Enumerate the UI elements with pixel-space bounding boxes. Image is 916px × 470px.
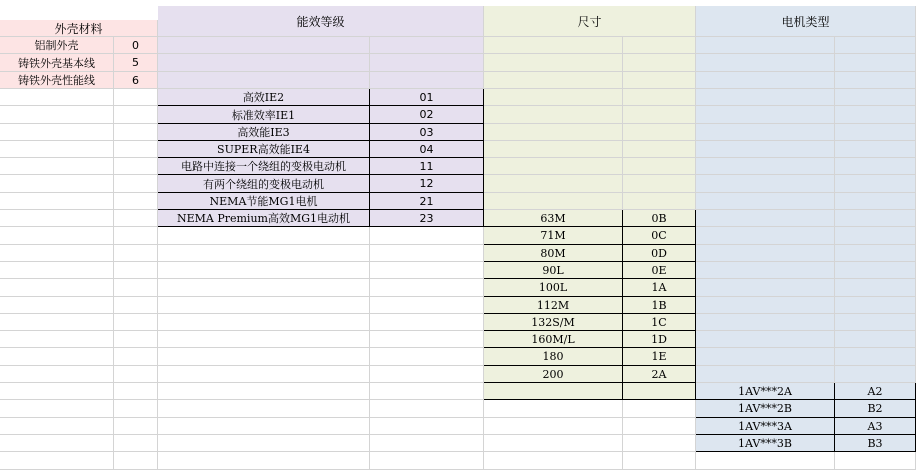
grid-cell[interactable] [370, 366, 484, 383]
motor-type-name[interactable] [696, 297, 835, 314]
size-name[interactable]: 200 [484, 366, 623, 383]
motor-type-code[interactable] [835, 210, 916, 227]
motor-type-name[interactable] [696, 245, 835, 262]
motor-type-name[interactable] [696, 141, 835, 158]
grid-cell[interactable] [0, 262, 114, 279]
motor-type-code[interactable] [835, 158, 916, 175]
motor-type-code[interactable] [835, 54, 916, 72]
grid-cell[interactable] [623, 452, 696, 470]
grid-cell[interactable] [0, 366, 114, 383]
grid-cell[interactable] [484, 418, 623, 435]
grid-cell[interactable] [0, 331, 114, 348]
grid-cell[interactable] [0, 245, 114, 262]
grid-cell[interactable] [158, 245, 370, 262]
grid-cell[interactable] [370, 383, 484, 400]
motor-type-code[interactable] [835, 279, 916, 297]
grid-cell[interactable] [114, 193, 158, 210]
motor-type-name[interactable] [696, 37, 835, 54]
motor-type-name[interactable] [696, 158, 835, 175]
motor-type-name[interactable] [696, 106, 835, 124]
motor-type-name[interactable] [696, 89, 835, 106]
efficiency-name[interactable]: 电路中连接一个绕组的变极电动机 [158, 158, 370, 175]
grid-cell[interactable] [370, 452, 484, 470]
motor-type-code[interactable] [835, 124, 916, 141]
size-code[interactable]: 0C [623, 227, 696, 245]
motor-type-code[interactable] [835, 366, 916, 383]
efficiency-code[interactable] [370, 37, 484, 54]
grid-cell[interactable] [114, 435, 158, 452]
motor-type-code[interactable] [835, 297, 916, 314]
size-code[interactable] [623, 89, 696, 106]
motor-type-name[interactable] [696, 124, 835, 141]
size-name[interactable] [484, 141, 623, 158]
grid-cell[interactable] [158, 297, 370, 314]
size-code[interactable]: 1A [623, 279, 696, 297]
grid-cell[interactable] [114, 141, 158, 158]
grid-cell[interactable] [484, 400, 623, 418]
size-code[interactable]: 1D [623, 331, 696, 348]
efficiency-code[interactable] [370, 54, 484, 72]
grid-cell[interactable] [114, 89, 158, 106]
grid-cell[interactable] [0, 141, 114, 158]
size-code[interactable] [623, 106, 696, 124]
efficiency-name[interactable]: 标准效率IE1 [158, 106, 370, 124]
size-code[interactable] [623, 383, 696, 400]
motor-type-name[interactable] [696, 279, 835, 297]
size-name[interactable] [484, 37, 623, 54]
grid-cell[interactable] [370, 435, 484, 452]
efficiency-code[interactable]: 02 [370, 106, 484, 124]
grid-cell[interactable] [0, 452, 114, 470]
efficiency-code[interactable]: 21 [370, 193, 484, 210]
size-code[interactable] [623, 54, 696, 72]
grid-cell[interactable] [0, 124, 114, 141]
size-name[interactable]: 71M [484, 227, 623, 245]
grid-cell[interactable] [0, 279, 114, 297]
grid-cell[interactable] [114, 227, 158, 245]
motor-type-code[interactable] [835, 37, 916, 54]
size-name[interactable]: 112M [484, 297, 623, 314]
motor-type-code[interactable]: A2 [835, 383, 916, 400]
size-code[interactable]: 1E [623, 348, 696, 366]
grid-cell[interactable] [370, 227, 484, 245]
grid-cell[interactable] [158, 435, 370, 452]
grid-cell[interactable] [0, 418, 114, 435]
size-name[interactable]: 90L [484, 262, 623, 279]
grid-cell[interactable] [0, 297, 114, 314]
motor-type-code[interactable] [835, 262, 916, 279]
grid-cell[interactable] [370, 245, 484, 262]
grid-cell[interactable] [0, 175, 114, 193]
grid-cell[interactable] [370, 331, 484, 348]
header-shell-material[interactable]: 外壳材料 [0, 20, 158, 37]
grid-cell[interactable] [114, 245, 158, 262]
grid-cell[interactable] [835, 452, 916, 470]
size-code[interactable] [623, 124, 696, 141]
grid-cell[interactable] [0, 348, 114, 366]
efficiency-code[interactable]: 23 [370, 210, 484, 227]
grid-cell[interactable] [114, 279, 158, 297]
size-name[interactable]: 63M [484, 210, 623, 227]
efficiency-code[interactable] [370, 72, 484, 89]
size-name[interactable]: 132S/M [484, 314, 623, 331]
size-name[interactable] [484, 54, 623, 72]
motor-type-code[interactable]: A3 [835, 418, 916, 435]
size-code[interactable] [623, 37, 696, 54]
grid-cell[interactable] [0, 193, 114, 210]
size-code[interactable]: 0D [623, 245, 696, 262]
size-name[interactable] [484, 383, 623, 400]
size-name[interactable]: 180 [484, 348, 623, 366]
grid-cell[interactable] [114, 331, 158, 348]
shell-material-code[interactable]: 0 [114, 37, 158, 54]
size-name[interactable] [484, 89, 623, 106]
grid-cell[interactable] [114, 366, 158, 383]
motor-type-code[interactable] [835, 141, 916, 158]
grid-cell[interactable] [0, 383, 114, 400]
motor-type-code[interactable] [835, 106, 916, 124]
grid-cell[interactable] [114, 297, 158, 314]
motor-type-code[interactable] [835, 175, 916, 193]
motor-type-name[interactable] [696, 366, 835, 383]
size-code[interactable]: 2A [623, 366, 696, 383]
motor-type-name[interactable]: 1AV***2B [696, 400, 835, 418]
grid-cell[interactable] [370, 314, 484, 331]
grid-cell[interactable] [0, 89, 114, 106]
motor-type-name[interactable] [696, 175, 835, 193]
efficiency-code[interactable]: 03 [370, 124, 484, 141]
motor-type-name[interactable] [696, 210, 835, 227]
grid-cell[interactable] [158, 400, 370, 418]
size-code[interactable] [623, 175, 696, 193]
shell-material-code[interactable]: 5 [114, 54, 158, 72]
grid-cell[interactable] [370, 400, 484, 418]
grid-cell[interactable] [158, 314, 370, 331]
header-efficiency-class[interactable]: 能效等级 [158, 6, 484, 37]
efficiency-name[interactable]: 有两个绕组的变极电动机 [158, 175, 370, 193]
grid-cell[interactable] [158, 348, 370, 366]
grid-cell[interactable] [0, 158, 114, 175]
efficiency-code[interactable]: 01 [370, 89, 484, 106]
grid-cell[interactable] [114, 158, 158, 175]
header-size[interactable]: 尺寸 [484, 6, 696, 37]
grid-cell[interactable] [114, 175, 158, 193]
grid-cell[interactable] [370, 279, 484, 297]
motor-type-code[interactable] [835, 72, 916, 89]
motor-type-name[interactable] [696, 193, 835, 210]
grid-cell[interactable] [484, 452, 623, 470]
motor-type-name[interactable]: 1AV***3A [696, 418, 835, 435]
size-name[interactable] [484, 175, 623, 193]
header-motor-type[interactable]: 电机类型 [696, 6, 916, 37]
grid-cell[interactable] [114, 262, 158, 279]
grid-cell[interactable] [623, 435, 696, 452]
grid-cell[interactable] [370, 262, 484, 279]
grid-cell[interactable] [114, 210, 158, 227]
shell-material-code[interactable]: 6 [114, 72, 158, 89]
grid-cell[interactable] [370, 297, 484, 314]
size-name[interactable] [484, 72, 623, 89]
motor-type-name[interactable] [696, 348, 835, 366]
size-code[interactable]: 0E [623, 262, 696, 279]
grid-cell[interactable] [158, 262, 370, 279]
efficiency-name[interactable] [158, 37, 370, 54]
efficiency-name[interactable] [158, 72, 370, 89]
grid-cell[interactable] [696, 452, 835, 470]
motor-type-code[interactable] [835, 245, 916, 262]
motor-type-name[interactable] [696, 227, 835, 245]
motor-type-code[interactable] [835, 193, 916, 210]
grid-cell[interactable] [158, 418, 370, 435]
motor-type-name[interactable]: 1AV***3B [696, 435, 835, 452]
grid-cell[interactable] [114, 348, 158, 366]
efficiency-code[interactable]: 12 [370, 175, 484, 193]
grid-cell[interactable] [370, 418, 484, 435]
grid-cell[interactable] [114, 418, 158, 435]
grid-cell[interactable] [114, 452, 158, 470]
efficiency-code[interactable]: 11 [370, 158, 484, 175]
efficiency-code[interactable]: 04 [370, 141, 484, 158]
motor-type-name[interactable] [696, 262, 835, 279]
motor-type-name[interactable]: 1AV***2A [696, 383, 835, 400]
motor-type-code[interactable] [835, 89, 916, 106]
motor-type-name[interactable] [696, 72, 835, 89]
grid-cell[interactable] [114, 400, 158, 418]
grid-cell[interactable] [158, 227, 370, 245]
grid-cell[interactable] [484, 435, 623, 452]
shell-material-name[interactable]: 铝制外壳 [0, 37, 114, 54]
size-name[interactable] [484, 124, 623, 141]
size-code[interactable] [623, 141, 696, 158]
size-code[interactable]: 0B [623, 210, 696, 227]
size-name[interactable]: 80M [484, 245, 623, 262]
grid-cell[interactable] [0, 435, 114, 452]
grid-cell[interactable] [0, 314, 114, 331]
motor-type-code[interactable] [835, 348, 916, 366]
size-name[interactable] [484, 106, 623, 124]
motor-type-code[interactable]: B2 [835, 400, 916, 418]
grid-cell[interactable] [114, 383, 158, 400]
grid-cell[interactable] [0, 227, 114, 245]
grid-cell[interactable] [158, 279, 370, 297]
grid-cell[interactable] [0, 210, 114, 227]
grid-cell[interactable] [158, 366, 370, 383]
efficiency-name[interactable]: 高效IE2 [158, 89, 370, 106]
shell-material-name[interactable]: 铸铁外壳性能线 [0, 72, 114, 89]
size-code[interactable] [623, 72, 696, 89]
grid-cell[interactable] [158, 452, 370, 470]
efficiency-name[interactable]: 高效能IE3 [158, 124, 370, 141]
size-code[interactable]: 1B [623, 297, 696, 314]
shell-material-name[interactable]: 铸铁外壳基本线 [0, 54, 114, 72]
motor-type-code[interactable] [835, 314, 916, 331]
efficiency-name[interactable] [158, 54, 370, 72]
motor-type-name[interactable] [696, 331, 835, 348]
grid-cell[interactable] [114, 124, 158, 141]
grid-cell[interactable] [114, 314, 158, 331]
grid-cell[interactable] [370, 348, 484, 366]
size-name[interactable]: 100L [484, 279, 623, 297]
grid-cell[interactable] [0, 400, 114, 418]
motor-type-code[interactable] [835, 331, 916, 348]
grid-cell[interactable] [623, 400, 696, 418]
size-code[interactable]: 1C [623, 314, 696, 331]
grid-cell[interactable] [158, 331, 370, 348]
efficiency-name[interactable]: SUPER高效能IE4 [158, 141, 370, 158]
efficiency-name[interactable]: NEMA Premium高效MG1电动机 [158, 210, 370, 227]
grid-cell[interactable] [623, 418, 696, 435]
size-code[interactable] [623, 158, 696, 175]
grid-cell[interactable] [114, 106, 158, 124]
size-name[interactable] [484, 158, 623, 175]
motor-type-code[interactable] [835, 227, 916, 245]
grid-cell[interactable] [0, 106, 114, 124]
motor-type-code[interactable]: B3 [835, 435, 916, 452]
grid-cell[interactable] [158, 383, 370, 400]
motor-type-name[interactable] [696, 314, 835, 331]
size-name[interactable] [484, 193, 623, 210]
size-name[interactable]: 160M/L [484, 331, 623, 348]
size-code[interactable] [623, 193, 696, 210]
efficiency-name[interactable]: NEMA节能MG1电机 [158, 193, 370, 210]
motor-type-name[interactable] [696, 54, 835, 72]
